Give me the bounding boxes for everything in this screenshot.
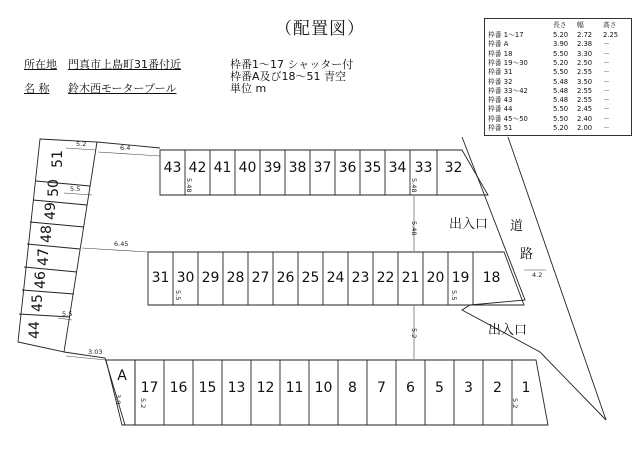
note-open-air: 枠番A及び18～51 青空 — [230, 70, 347, 83]
spec-height: － — [603, 86, 610, 95]
slot-number: 40 — [238, 160, 257, 176]
slot-number: 26 — [276, 270, 295, 286]
spec-length: 5.50 — [553, 68, 569, 77]
slot-number: 39 — [263, 160, 282, 176]
spec-width: 2.00 — [577, 124, 593, 132]
slot-number: 17 — [140, 380, 159, 396]
slot-number: 21 — [401, 270, 420, 286]
dimension-mid-aisle: 6.45 — [114, 240, 129, 248]
spec-length: 5.50 — [553, 49, 569, 58]
road-label-1: 道 — [510, 219, 524, 234]
name-value: 鈴木西モータープール — [68, 82, 177, 95]
slot-number: 50 — [46, 179, 62, 197]
spec-slot: 枠番 19～30 — [488, 58, 528, 67]
spec-width: 2.50 — [577, 58, 593, 67]
spec-width: 2.38 — [577, 40, 593, 49]
spec-slot: 枠番 32 — [488, 77, 513, 86]
spec-slot: 枠番 33～42 — [488, 86, 528, 95]
spec-height: － — [603, 77, 610, 86]
dimension-left-lower: 5.5 — [62, 310, 73, 318]
slot-number: 18 — [482, 270, 501, 286]
slot-number: 42 — [188, 160, 207, 176]
site-boundary-bottom-left — [64, 352, 125, 425]
note-unit: 単位 m — [230, 82, 267, 95]
dimension-slot-33: 5.48 — [410, 178, 418, 193]
slot-number: 27 — [251, 270, 270, 286]
dimension-line — [66, 148, 96, 150]
spec-header-length: 長さ — [553, 21, 567, 29]
slot-number: 30 — [176, 270, 195, 286]
spec-length: 5.48 — [553, 77, 569, 86]
slot-number: 38 — [288, 160, 307, 176]
slot-number: 29 — [201, 270, 220, 286]
dimension-line — [58, 318, 72, 320]
slot-number: 25 — [301, 270, 320, 286]
spec-slot: 枠番 45～50 — [488, 114, 528, 123]
spec-height: － — [603, 124, 610, 132]
slot-number: 3 — [464, 380, 473, 396]
slot-number: 49 — [43, 202, 59, 220]
spec-length: 5.20 — [553, 124, 569, 132]
slot-number: 7 — [377, 380, 386, 396]
slot-number: 12 — [256, 380, 275, 396]
dimension-slot-17: 5.2 — [139, 398, 147, 409]
dimension-road-width: 4.2 — [532, 271, 543, 279]
note-shutter: 枠番1～17 シャッター付 — [230, 58, 354, 71]
slot-number: 16 — [169, 380, 188, 396]
spec-width: 2.40 — [577, 114, 593, 123]
spec-height: － — [603, 49, 610, 58]
dimension-a-depth: 3.9 — [114, 394, 122, 405]
dimension-slot-1: 5.2 — [511, 398, 519, 409]
slot-number: 34 — [388, 160, 407, 176]
location-value: 門真市上島町31番付近 — [68, 58, 181, 71]
spec-length: 5.48 — [553, 86, 569, 95]
left-column-divider — [24, 267, 77, 272]
left-column-outline — [18, 139, 97, 352]
page-title: （配置図） — [275, 19, 365, 39]
slot-number: 45 — [30, 294, 46, 312]
slot-number: 44 — [27, 321, 43, 339]
slot-number: 19 — [451, 270, 470, 286]
spec-height: 2.25 — [603, 31, 619, 39]
name-label: 名 称 — [24, 82, 50, 95]
spec-slot: 枠番 18 — [488, 49, 513, 58]
slot-number: 35 — [363, 160, 382, 176]
slot-a-label: A — [117, 368, 127, 384]
slot-number: 43 — [163, 160, 182, 176]
spec-header-height: 高さ — [603, 21, 617, 29]
slot-number: 37 — [313, 160, 332, 176]
spec-length: 3.90 — [553, 40, 569, 49]
spec-slot: 枠番 1～17 — [488, 31, 524, 39]
spec-width: 3.30 — [577, 49, 593, 58]
slot-number: 47 — [36, 248, 52, 266]
spec-header-width: 幅 — [577, 21, 584, 29]
slot-number: 22 — [376, 270, 395, 286]
spec-length: 5.48 — [553, 96, 569, 105]
spec-slot: 枠番 51 — [488, 124, 513, 132]
spec-width: 2.72 — [577, 31, 593, 39]
slot-number: 24 — [326, 270, 345, 286]
slot-number: 5 — [435, 380, 444, 396]
slot-number: 10 — [314, 380, 333, 396]
dimension-left-upper: 5.5 — [70, 185, 81, 193]
slot-number: 23 — [351, 270, 370, 286]
dimension-lower-aisle: 5.2 — [410, 328, 418, 339]
spec-slot: 枠番 31 — [488, 68, 513, 77]
dimension-top-left: 5.2 — [76, 140, 87, 148]
slot-number: 13 — [227, 380, 246, 396]
spec-height: － — [603, 58, 610, 67]
slot-number: 6 — [406, 380, 415, 396]
dimension-slot-43: 5.48 — [185, 178, 193, 193]
spec-width: 3.50 — [577, 77, 593, 86]
slot-number: 41 — [213, 160, 232, 176]
slot-number: 32 — [444, 160, 463, 176]
spec-length: 5.20 — [553, 58, 569, 67]
left-column-divider — [33, 200, 87, 205]
dimension-top-aisle: 6.4 — [120, 144, 131, 152]
spec-height: － — [603, 40, 610, 49]
slot-number: 48 — [39, 225, 55, 243]
slot-number: 2 — [493, 380, 502, 396]
road-label-2: 路 — [520, 247, 534, 262]
left-column-divider — [22, 290, 74, 294]
spec-width: 2.55 — [577, 68, 593, 77]
slot-number: 36 — [338, 160, 357, 176]
dimension-right-aisle: 5.48 — [410, 221, 418, 236]
bottom-row-outline — [135, 360, 548, 425]
spec-width: 2.55 — [577, 86, 593, 95]
slot-number: 15 — [198, 380, 217, 396]
spec-width: 2.55 — [577, 96, 593, 105]
slot-number: 51 — [50, 150, 66, 168]
dimension-bottom-left: 3.03 — [88, 348, 103, 356]
slot-number: 28 — [226, 270, 245, 286]
spec-height: － — [603, 68, 610, 77]
slot-number: 46 — [33, 271, 49, 289]
spec-width: 2.45 — [577, 105, 593, 114]
spec-slot: 枠番 43 — [488, 96, 513, 105]
spec-length: 5.50 — [553, 105, 569, 114]
entrance-label-lower: 出入口 — [488, 323, 528, 338]
slot-number: 33 — [414, 160, 433, 176]
spec-slot: 枠番 A — [488, 40, 509, 49]
dimension-line — [64, 193, 92, 195]
road-edge — [508, 137, 606, 420]
left-column-divider — [36, 181, 90, 186]
spec-length: 5.50 — [553, 114, 569, 123]
spec-height: － — [603, 105, 610, 114]
spec-length: 5.20 — [553, 31, 569, 39]
spec-height: － — [603, 114, 610, 123]
spec-height: － — [603, 96, 610, 105]
slot-number: 1 — [521, 380, 531, 396]
slot-number: 11 — [285, 380, 304, 396]
slot-number: 31 — [151, 270, 170, 286]
dimension-line — [66, 356, 106, 360]
slot-number: 20 — [426, 270, 445, 286]
dimension-slot-19: 5.5 — [450, 290, 458, 301]
dimension-slot-31: 5.5 — [174, 290, 182, 301]
left-column-divider — [27, 244, 80, 249]
dimension-line — [98, 152, 160, 156]
entrance-label-upper: 出入口 — [449, 217, 489, 232]
dimension-line — [82, 248, 148, 252]
spec-slot: 枠番 44 — [488, 105, 513, 114]
location-label: 所在地 — [24, 58, 57, 71]
slot-number: 8 — [348, 380, 357, 396]
